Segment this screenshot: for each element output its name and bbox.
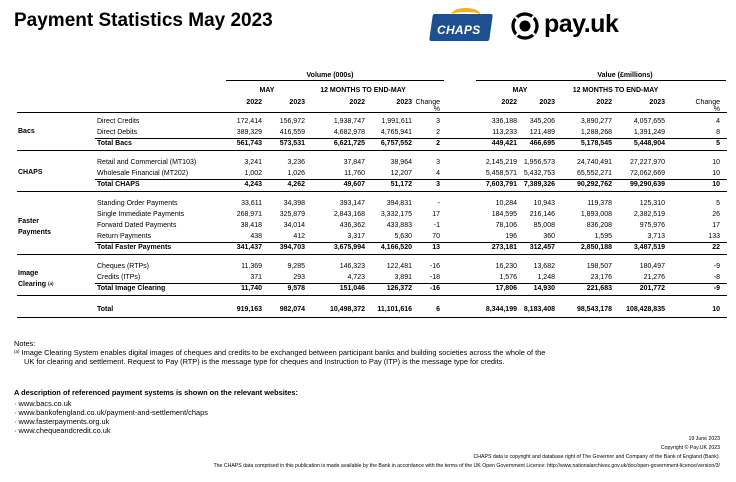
table-cell: 3,241	[244, 159, 262, 166]
table-cell: 119,378	[587, 200, 612, 207]
total-cell: 17,806	[495, 285, 517, 292]
total-row-label: Total Image Clearing	[97, 285, 166, 292]
table-cell: 345,206	[529, 118, 555, 125]
total-cell: 3,487,519	[633, 244, 665, 251]
table-cell: 2,382,519	[633, 211, 665, 218]
section-label-line2	[18, 280, 53, 289]
row-label: Forward Dated Payments	[97, 222, 177, 229]
section-bottom-rule	[17, 254, 727, 255]
table-cell: 2,843,168	[333, 211, 365, 218]
table-cell: 5,630	[394, 233, 412, 240]
table-cell: 393,147	[339, 200, 365, 207]
total-cell: 4,262	[287, 181, 305, 188]
table-cell: 10,284	[495, 200, 517, 207]
table-cell: 1,938,747	[333, 118, 365, 125]
note-a-marker: (a)	[14, 349, 20, 354]
table-cell: 3,713	[647, 233, 665, 240]
volume-may-header: MAY	[259, 87, 275, 94]
section-bottom-rule	[17, 150, 727, 151]
section-bottom-rule	[17, 295, 727, 296]
total-cell: 5,178,545	[580, 140, 612, 147]
table-cell: 1,893,008	[580, 211, 612, 218]
table-cell: -	[437, 200, 440, 207]
table-cell: 121,489	[529, 129, 555, 136]
total-cell: 2	[436, 140, 440, 147]
website-link-text[interactable]: www.chequeandcredit.co.uk	[18, 426, 111, 435]
total-cell: 6,621,725	[333, 140, 365, 147]
table-cell: 1,576	[499, 274, 517, 281]
year-header: 2023	[649, 99, 665, 106]
table-cell: 433,883	[386, 222, 412, 229]
table-cell: 3,236	[287, 159, 305, 166]
grand-total-rule	[17, 317, 727, 318]
table-cell: 27,227,970	[629, 159, 665, 166]
table-cell: 5	[716, 200, 720, 207]
table-cell: 146,323	[339, 263, 365, 270]
bullet-icon: ·	[14, 408, 19, 417]
section-label-line2	[18, 228, 51, 237]
table-cell: 1,991,611	[381, 118, 412, 125]
website-link[interactable]	[14, 426, 111, 435]
footer-date: 19 June 2023	[688, 436, 720, 442]
section-bottom-rule	[17, 191, 727, 192]
footer-licence: The CHAPS data comprised in this publication is made available by the Bank in accordance with the terms of the UK Open Government Licence: http://www.nationalarchives.gov.uk/doc/open-government-licence/version/3/	[213, 463, 720, 469]
table-cell: 34,014	[283, 222, 305, 229]
table-cell: 3,317	[347, 233, 365, 240]
total-cell: 449,421	[491, 140, 517, 147]
total-cell: 14,930	[533, 285, 555, 292]
row-label: Wholesale Financial (MT202)	[97, 170, 189, 177]
total-cell: 3,675,994	[333, 244, 365, 251]
table-cell: -8	[713, 274, 720, 281]
table-cell: 268,971	[236, 211, 262, 218]
table-cell: 3,890,277	[580, 118, 612, 125]
table-cell: 38,418	[240, 222, 262, 229]
table-cell: -16	[429, 263, 440, 270]
table-cell: 10,943	[533, 200, 555, 207]
total-cell: 11,740	[240, 285, 262, 292]
total-cell: 3	[436, 181, 440, 188]
note-a	[14, 348, 545, 357]
table-cell: 8	[716, 129, 720, 136]
year-header: 2023	[289, 99, 305, 106]
table-cell: 180,497	[639, 263, 665, 270]
table-cell: 394,831	[386, 200, 412, 207]
change-header: Change	[695, 99, 720, 106]
notes-heading: Notes:	[14, 339, 36, 348]
total-cell: 2,850,188	[580, 244, 612, 251]
website-link[interactable]	[14, 399, 72, 408]
table-cell: 438	[250, 233, 262, 240]
table-cell: 11,760	[344, 170, 365, 177]
total-cell: 5	[716, 140, 720, 147]
total-cell: 99,290,639	[629, 181, 665, 188]
chaps-swoosh-icon	[451, 8, 481, 22]
website-link-text[interactable]: www.fasterpayments.org.uk	[18, 417, 110, 426]
row-label: Return Payments	[97, 233, 152, 240]
year-header: 2022	[246, 99, 262, 106]
table-cell: 24,740,491	[576, 159, 612, 166]
year-header: 2022	[501, 99, 517, 106]
website-link-text[interactable]: www.bankofengland.co.uk/payment-and-settlement/chaps	[18, 408, 208, 417]
year-header: 2023	[539, 99, 555, 106]
table-cell: 12,207	[390, 170, 412, 177]
table-cell: 836,208	[586, 222, 612, 229]
section-label-text: Payments	[18, 228, 52, 236]
year-header: 2022	[349, 99, 365, 106]
table-cell: 1,956,573	[523, 159, 555, 166]
table-cell: 4,765,941	[380, 129, 412, 136]
table-cell: 125,310	[639, 200, 665, 207]
total-row-label: Total Bacs	[97, 140, 132, 147]
total-cell: 573,531	[279, 140, 305, 147]
table-cell: 198,507	[586, 263, 612, 270]
table-cell: 33,611	[241, 200, 262, 207]
total-row-label: Total CHAPS	[97, 181, 140, 188]
row-label: Standing Order Payments	[97, 200, 178, 207]
table-cell: 10	[712, 170, 720, 177]
table-cell: 10	[712, 159, 720, 166]
table-cell: 65,552,271	[576, 170, 612, 177]
chaps-logo-text: CHAPS	[437, 23, 481, 37]
change-unit-label: %	[433, 106, 440, 113]
total-cell: 13	[432, 244, 440, 251]
table-cell: 2,145,219	[485, 159, 517, 166]
table-cell: 23,176	[590, 274, 612, 281]
table-cell: 72,062,669	[629, 170, 665, 177]
total-cell: 341,437	[236, 244, 262, 251]
table-cell: 3,332,175	[380, 211, 412, 218]
footer-chaps-copyright: CHAPS data is copyright and database right of The Governor and Company of the Bank of England (Bank).	[473, 454, 720, 460]
table-cell: 133	[708, 233, 720, 240]
grand-total-cell: 982,074	[279, 306, 305, 313]
table-cell: 172,414	[236, 118, 262, 125]
table-cell: 196	[505, 233, 517, 240]
total-cell: 126,372	[386, 285, 412, 292]
total-cell: 10	[712, 181, 720, 188]
grand-total-cell: 10	[712, 306, 720, 313]
total-cell: 273,181	[491, 244, 517, 251]
table-cell: 1,002	[244, 170, 262, 177]
grand-total-cell: 108,428,835	[626, 306, 665, 313]
table-cell: 3	[436, 159, 440, 166]
table-cell: 4,682,978	[333, 129, 365, 136]
total-cell: 561,743	[236, 140, 262, 147]
table-cell: -18	[429, 274, 440, 281]
bullet-icon: ·	[14, 426, 19, 435]
table-cell: 37,847	[343, 159, 365, 166]
volume-header-rule	[226, 80, 444, 81]
year-header: 2023	[396, 99, 412, 106]
change-header: Change	[415, 99, 440, 106]
total-cell: 4,243	[244, 181, 262, 188]
table-cell: -1	[433, 222, 440, 229]
websites-heading: A description of referenced payment systems is shown on the relevant websites:	[14, 388, 298, 397]
grand-total-cell: 8,183,408	[523, 306, 555, 313]
table-cell: 293	[293, 274, 305, 281]
table-cell: 371	[250, 274, 262, 281]
table-cell: 1,288,268	[580, 129, 612, 136]
section-label: Faster	[18, 217, 40, 225]
table-cell: 85,008	[533, 222, 555, 229]
website-link-text[interactable]: www.bacs.co.uk	[18, 399, 72, 408]
table-cell: 1,248	[537, 274, 555, 281]
table-cell: 2	[436, 129, 440, 136]
bullet-icon: ·	[14, 399, 19, 408]
total-cell: 49,607	[343, 181, 365, 188]
table-cell: 11,369	[241, 263, 262, 270]
total-cell: 22	[712, 244, 720, 251]
table-cell: 1,026	[287, 170, 305, 177]
table-cell: 5,458,571	[485, 170, 517, 177]
change-unit-label: %	[713, 106, 720, 113]
table-cell: 975,976	[639, 222, 665, 229]
total-cell: 221,683	[586, 285, 612, 292]
volume-group-header: Volume (000s)	[306, 72, 354, 79]
website-link[interactable]	[14, 417, 109, 426]
table-cell: 412	[293, 233, 305, 240]
grand-total-cell: 8,344,199	[485, 306, 517, 313]
value-12m-header: 12 MONTHS TO END-MAY	[572, 87, 659, 94]
row-label: Direct Debits	[97, 129, 138, 136]
table-cell: 416,559	[279, 129, 305, 136]
table-cell: 34,398	[283, 200, 305, 207]
table-cell: 38,964	[390, 159, 412, 166]
table-cell: 5,432,753	[523, 170, 555, 177]
table-cell: 113,233	[492, 129, 517, 136]
total-cell: 90,292,762	[576, 181, 612, 188]
total-row-label: Total Faster Payments	[97, 244, 172, 251]
section-label: CHAPS	[18, 168, 43, 176]
value-header-rule	[476, 80, 726, 81]
section-label: Image	[18, 269, 39, 277]
table-cell: 325,879	[279, 211, 305, 218]
table-cell: 184,595	[491, 211, 517, 218]
table-cell: 156,972	[279, 118, 305, 125]
total-cell: 394,703	[279, 244, 305, 251]
table-cell: 360	[543, 233, 555, 240]
chaps-logo	[431, 14, 491, 41]
table-cell: 436,362	[339, 222, 365, 229]
page-title: Payment Statistics May 2023	[14, 10, 273, 31]
total-cell: 466,695	[529, 140, 555, 147]
table-cell: 17	[432, 211, 440, 218]
total-cell: 4,166,520	[380, 244, 412, 251]
table-cell: 26	[712, 211, 720, 218]
total-cell: 9,578	[287, 285, 305, 292]
table-cell: 78,106	[495, 222, 517, 229]
header-bottom-rule	[17, 112, 727, 113]
table-cell: 4	[436, 170, 440, 177]
row-label: Direct Credits	[97, 118, 140, 125]
payuk-logo-text: pay.uk	[544, 10, 619, 38]
table-cell: 16,230	[495, 263, 517, 270]
value-may-header: MAY	[512, 87, 528, 94]
section-label-footnote-marker: (a)	[47, 280, 54, 286]
bullet-icon: ·	[14, 417, 19, 426]
total-cell: 51,172	[390, 181, 412, 188]
volume-12m-header: 12 MONTHS TO END-MAY	[320, 87, 406, 94]
total-cell: 201,772	[639, 285, 665, 292]
section-label: Bacs	[18, 127, 35, 135]
table-cell: 4,723	[347, 274, 365, 281]
table-cell: 216,146	[529, 211, 555, 218]
grand-total-cell: 6	[436, 306, 440, 313]
total-cell: 6,757,552	[380, 140, 412, 147]
grand-total-cell: 11,101,616	[377, 306, 412, 313]
grand-total-cell: 98,543,178	[576, 306, 612, 313]
table-cell: 4	[716, 118, 720, 125]
value-group-header: Value (£millions)	[597, 72, 653, 79]
section-label-text: Clearing	[18, 280, 47, 288]
total-cell: -9	[713, 285, 720, 292]
payuk-mark-icon	[510, 11, 540, 41]
table-cell: 13,682	[533, 263, 555, 270]
table-cell: 389,329	[236, 129, 262, 136]
row-label: Credits (ITPs)	[97, 274, 141, 281]
total-cell: 7,389,326	[523, 181, 555, 188]
year-header: 2022	[596, 99, 612, 106]
table-cell: 3,891	[394, 274, 412, 281]
table-cell: 9,285	[287, 263, 305, 270]
total-cell: 7,603,791	[485, 181, 517, 188]
table-cell: 336,188	[491, 118, 517, 125]
row-label: Single Immediate Payments	[97, 211, 185, 218]
note-a-line1: Image Clearing System enables digital images of cheques and credits to be exchanged between participant banks and building societies across the whole of the	[21, 348, 546, 357]
grand-total-label: Total	[97, 306, 114, 313]
table-cell: -9	[713, 263, 720, 270]
table-cell: 21,276	[643, 274, 665, 281]
total-cell: 5,448,904	[633, 140, 665, 147]
table-cell: 1,391,249	[633, 129, 665, 136]
table-cell: 122,481	[386, 263, 412, 270]
grand-total-cell: 10,498,372	[329, 306, 365, 313]
row-label: Retail and Commercial (MT103)	[97, 159, 197, 166]
total-cell: -16	[429, 285, 440, 292]
row-label: Cheques (RTPs)	[97, 263, 150, 270]
table-cell: 3	[436, 118, 440, 125]
note-a-line2: UK for clearing and settlement. Request to Pay (RTP) is the message type for cheques and Instruction to Pay (ITP) is the message type for credits.	[24, 357, 505, 366]
website-link[interactable]	[14, 408, 208, 417]
table-cell: 17	[712, 222, 720, 229]
grand-total-cell: 919,163	[236, 306, 262, 313]
footer-copyright: Copyright © Pay.UK 2023	[660, 445, 720, 451]
table-cell: 1,595	[594, 233, 612, 240]
table-cell: 70	[432, 233, 440, 240]
total-cell: 151,046	[339, 285, 365, 292]
table-cell: 4,057,655	[633, 118, 665, 125]
total-cell: 312,457	[529, 244, 555, 251]
